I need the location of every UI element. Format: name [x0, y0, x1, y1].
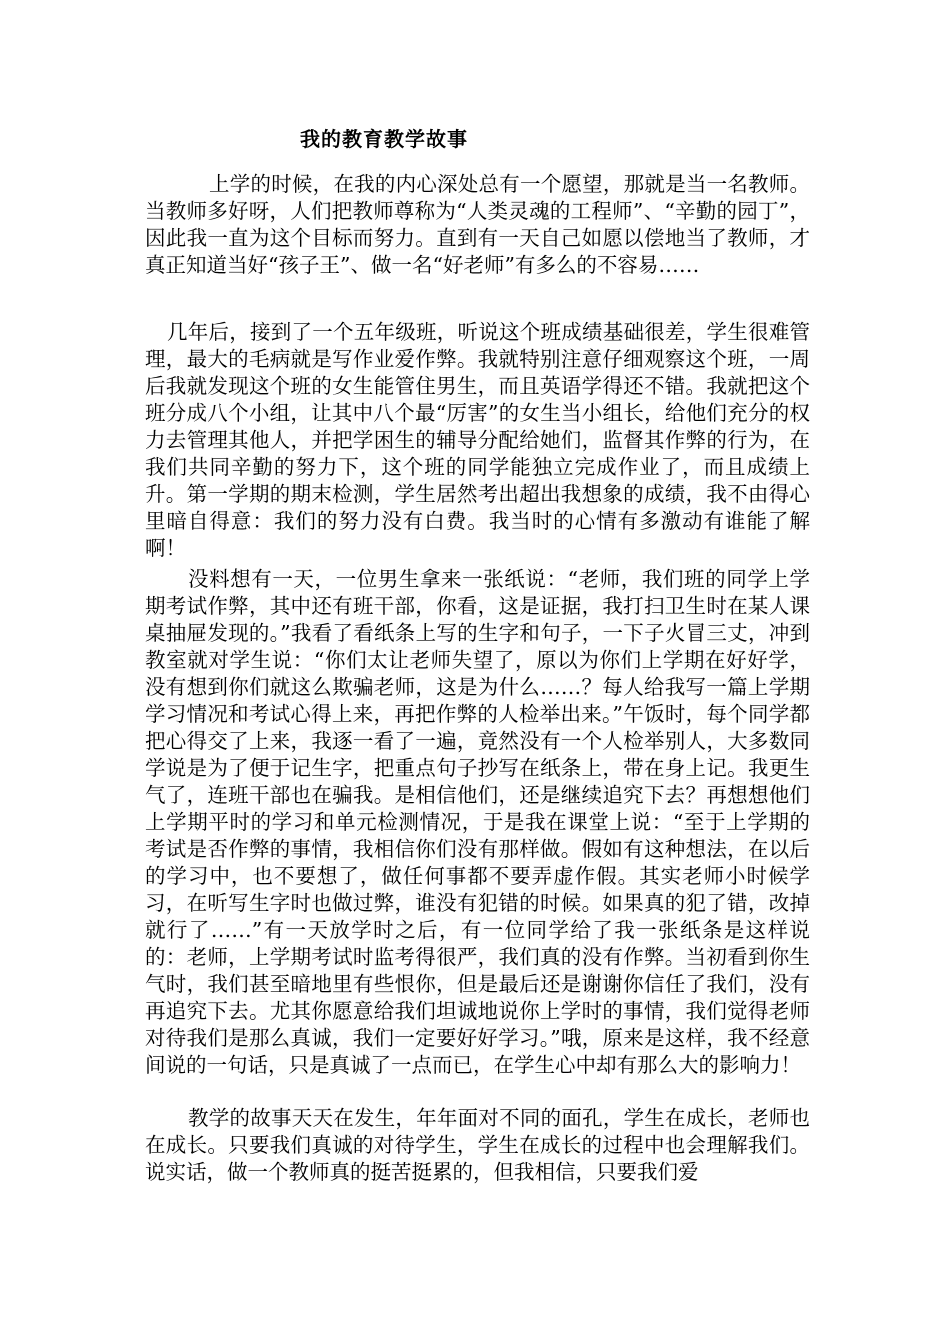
paragraph-2: 几年后，接到了一个五年级班，听说这个班成绩基础很差，学生很难管理，最大的毛病就是写作业爱作弊。我就特别注意仔细观察这个班，一周后我就发现这个班的女生能管住男生，而且英语学得还不错。我就把这个班分成八个小组，让其中八个最“厉害”的女生当小组长，给他们充分的权力去管理其他人，并把学困生的辅导分配给她们，监督其作弊的行为，在我们共同辛勤的努力下，这个班的同学能独立完成作业了，而且成绩上升。第一学期的期末检测，学生居然考出超出我想象的成绩，我不由得心里暗自得意：我们的努力没有白费。我当时的心情有多激动有谁能了解啊！	[145, 320, 810, 560]
paragraph-1: 上学的时候，在我的内心深处总有一个愿望，那就是当一名教师。当教师多好呀，人们把教师尊称为“人类灵魂的工程师”、“辛勤的园丁”，因此我一直为这个目标而努力。直到有一天自己如愿以偿地当了教师，才真正知道当好“孩子王”、做一名“好老师”有多么的不容易……	[145, 172, 810, 277]
document-title: 我的教育教学故事	[300, 127, 468, 151]
paragraph-4: 教学的故事天天在发生，年年面对不同的面孔，学生在成长，老师也在成长。只要我们真诚的对待学生，学生在成长的过程中也会理解我们。说实话，做一个教师真的挺苦挺累的，但我相信，只要我们爱	[145, 1106, 810, 1184]
paragraph-3: 没料想有一天，一位男生拿来一张纸说：“老师，我们班的同学上学期考试作弊，其中还有班干部，你看，这是证据，我打扫卫生时在某人课桌抽屉发现的。”我看了看纸条上写的生字和句子，一下子火冒三丈，冲到教室就对学生说：“你们太让老师失望了，原以为你们上学期在好好学，没有想到你们就这么欺骗老师，这是为什么……？每人给我写一篇上学期学习情况和考试心得上来，再把作弊的人检举出来。”午饭时，每个同学都把心得交了上来，我逐一看了一遍，竟然没有一个人检举别人，大多数同学说是为了便于记生字，把重点句子抄写在纸条上，带在身上记。我更生气了，连班干部也在骗我。是相信他们，还是继续追究下去？再想想他们上学期平时的学习和单元检测情况，于是我在课堂上说：“至于上学期的考试是否作弊的事情，我相信你们没有那样做。假如有这种想法，在以后的学习中，也不要想了，做任何事都不要弄虚作假。其实老师小时候学习，在听写生字时也做过弊，谁没有犯错的时候。如果真的犯了错，改掉就行了……”有一天放学时之后，有一位同学给了我一张纸条是这样说的：老师，上学期考试时监考得很严，我们真的没有作弊。当初看到你生气时，我们甚至暗地里有些恨你，但是最后还是谢谢你信任了我们，没有再追究下去。尤其你愿意给我们坦诚地说你上学时的事情，我们觉得老师对待我们是那么真诚，我们一定要好好学习。”哦，原来是这样，我不经意间说的一句话，只是真诚了一点而已，在学生心中却有那么大的影响力！	[145, 567, 810, 1077]
